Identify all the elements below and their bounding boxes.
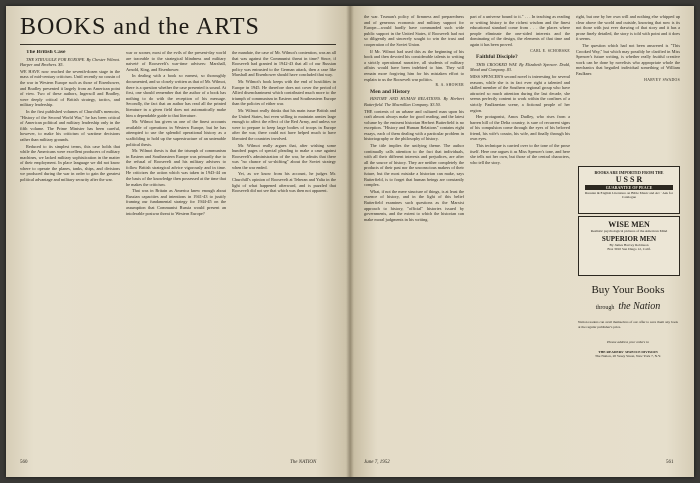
ad-line: the Nation — [618, 301, 661, 312]
left-page — [6, 6, 350, 477]
paragraph: Reduced to its simplest terms, this case holds that while the Americans were excellent producers of military machines, we lacked military sophistication in the matter of their employment. In place language we did not know where to operate the planes, tanks, ships, and divisions we produced during the war in order to gain the greatest political advantage and military security after the war. — [20, 143, 120, 183]
paragraph: Yet, as we know from his account, he judges Mr. Churchill's opinion of Roosevelt at Teheran and Yalta in the light of what happened afterward, and is puzzled that Roosevelt did not see that which was then not apparent. — [232, 171, 336, 194]
paragraph: Her protagonist, Amos Dudley, who rises from a barren hill of the Delta country, is sure of recurrent signs of his compulsion come through the eyes of his beloved friend, his wife's cousin, his wife, and finally through his own eyes. — [470, 114, 570, 142]
right-column-2 — [470, 14, 570, 458]
paragraph: In the first published volumes of Churchill's memoirs, "History of the Second World War," he has been critical of American political and military leadership only in the fifth volume. The Prime Minister has been careful, however, to make his criticism of wartime decisions rather than military grounds. — [20, 108, 120, 142]
paragraph: the war. Truman's policy of firmness and preparedness and of generous economic and military support for Europe—would hardly have commanded such wide public support in the United States, if Roosevelt had not so diligently and sincerely sought to win the trust and cooperation of the Soviet Union. — [364, 14, 464, 47]
reviewer-signature: CARL E. SCHORSKE — [530, 48, 570, 53]
ad-line: Russian & English Literature on Bible Music and Art · Ask for Catalogue — [585, 191, 673, 199]
paragraph: part of a universe bound to it." . . . In teaching as reading or writing history to the richest wisdom and the finest educational standard come from . . . the places where people eliminate the one-sided interests and the dominating of the design, the elements of that time and again it has been proved. — [470, 14, 570, 47]
paragraph: The title implies the unifying theme. The author continually calls attention to the fact that individuals, with all their different interests and prejudices, are after all the source of history. They are neither completely the products of their past nor the unconscious makers of their future, but the most mistake a historian can make, says Butterfield, is to forget that human beings are constantly complex. — [364, 143, 464, 188]
paragraph: This technique is carried over to the tone of the prose itself. Here one argues it as Miss Spencer's tone, and here she tells not her own, but those of the central characters, who tell the story. — [470, 143, 570, 165]
ad-line: Realistic psychological pictures of the American Mind — [590, 229, 668, 233]
ad-line: THE READERS' SERVICE DIVISION — [598, 350, 658, 354]
ad-line: Please address your orders to — [607, 340, 649, 344]
paragraph: That was in Britain as America knew enough about Russian capacities and intentions in 1941-43 to justify framing our fundamental strategy for 1944-45 on the assumption that Communist Russia would present an intolerable postwar threat to Western Europe? — [126, 188, 226, 216]
paragraph: THE contents of an urbane and cultured man upon his craft almost always make for good reading, and the latest volume by the eminent historian Herbert Butterfield is no exception. "History and Human Relations" contains eight essays, each of them dealing with a particular problem in historiography or the philosophy of history. — [364, 108, 464, 142]
right-page — [350, 6, 694, 477]
paragraph: Mr. Wilmot thesis is that the triumph of communism in Eastern and Southeastern Europe was primarily due to the refusal of Roosevelt and his military advisers to follow British strategical advice vigorously and in time. He criticizes the action which was taken in 1943-44 on the basis of the knowledge then possessed at the time that he makes the criticism. — [126, 148, 226, 187]
ad-line: GUARANTEE OF PEACE — [585, 185, 673, 190]
page-number: 560 — [20, 460, 28, 465]
right-column-1 — [364, 14, 464, 458]
ad-wise-men — [578, 216, 680, 276]
ad-line: The Nation, 20 Vesey Street, New York 7, N.Y. — [595, 354, 661, 358]
paragraph: right, but one by her own will and nothing else whipped up clear above the world and outside, knowing that now is its not those with just ever drawing of that story and it has a prose finely detailed, the story is told with point and it does it seems. — [576, 14, 680, 42]
ad-line: through — [595, 305, 615, 311]
reviewer-signature: R. A. SHOWER — [435, 83, 464, 88]
paragraph: MISS SPENCER'S second novel is interesting for several reasons, while she is in fact ever right a talented and skilled member of the Southern regional group who have attracted so much attention during the last decade, she seems perfectly content to work within the confines of a strictly Faulknerian scene, a fictional people of her region. — [470, 73, 570, 113]
review-byline: THIS CROOKED WAY. By Elizabeth Spencer. Dodd, Mead and Company. $3. — [470, 61, 570, 73]
ad-line: Box 3010 San Diego 12, Calif. — [607, 247, 651, 251]
review-heading: Faithful Disciple? — [476, 54, 518, 61]
paragraph: Mr. Wilmot really thinks that his main issue British and the United States, but even willing to maintain armies large enough to affect the effect of the Red Army, and unless we were to prepare to keep large bodies of troops in Europe after the war, there could not have helped much to have liberated the countries involved. — [232, 107, 336, 141]
ad-ussr-books — [578, 166, 680, 214]
paragraph: Mr. Wilmot's book keeps with the end of hostilities in Europe in 1945. He therefore does not cover the period of Allied disenchantment which contributed much more to the triumph of communism in Eastern and Southeastern Europe than the policies of either war. — [232, 78, 336, 107]
section-title: BOOKS and the ARTS — [20, 14, 260, 40]
ad-line: Nation readers can avail themselves of our offer to save them any book at the regular publisher's price. — [578, 320, 678, 329]
left-column-3 — [232, 50, 336, 458]
title-rule — [20, 44, 336, 45]
left-column-1 — [20, 50, 120, 458]
ad-line: SUPERIOR MEN — [601, 235, 657, 243]
spine-gutter — [346, 6, 354, 477]
ad-line: Buy Your Books — [591, 284, 665, 296]
paragraph: In dealing with a book so earnest, so thoroughly documented, and so closely written as that of Mr. Wilmot, there is a question whether the case presented is sound. At first, one should remember that the author of a book has nothing to do with the reception of his message. Secondly, the fact that an author has read all the printed literature in a given field does not automatically make him a dependable guide to that literature. — [126, 73, 226, 118]
paragraph: Mr. Wilmot really argues that, after wishing some hundred pages of special pleading to make a case against Roosevelt's administration of the war, he admits that there was "no chance of so-shifting" about the Soviet strategy when the war ended. — [232, 142, 336, 170]
review-byline: HISTORY AND HUMAN RELATIONS. By Herbert Butterfield. The Macmillan Company. $3.50. — [364, 96, 464, 107]
running-footer: The NATION — [290, 460, 317, 465]
paragraph: The question which had not been answered is "This Crooked Way," but which may possibly be clarified in Miss Spencer's future writing, is whether really fruitful creative work can be done by novelists who appropriate whole the mechanics that beguiled individual something of William Faulkner. — [576, 42, 680, 76]
paragraph: If Mr. Wilmot had used this as the beginning of his book and then devoted his considerable talents to writing a strictly operational narrative, all students of military affairs would have been indebted to him. They will remain more forgiving him for his mistaken effort to explain to us the Roosevelt war politics. — [364, 48, 464, 82]
ad-line: WISE MEN — [608, 220, 650, 229]
paragraph: WE HAVE now reached the seventh-dozen stage in the mass of mid-century criticism. Until recently no cousin of the war in Western Europe such as those of Eisenhower, and Bradley presented it largely from an American point of view. Two of these authors, Ingersoll and Bradley, were deeply critical of British strategy, tactics, and military leadership. — [20, 68, 120, 108]
review-heading: The British Case — [26, 50, 66, 55]
right-column-3 — [576, 14, 680, 162]
ad-line: U S S R — [615, 175, 643, 184]
paragraph: war or sooner, most of the evils of the present-day world are traceable to the strategical blindness and military naiveté of Roosevelt's war-time advisers: Marshall, Arnold, King, and Eisenhower. — [126, 50, 226, 72]
ad-line: By James Harvey Robinson — [609, 243, 649, 247]
paragraph: What, if not the mere structure of things, is at least the essence of history, and in the light of this belief Butterfield examines such questions as the Marxist approach to history, "official" histories issued by governments, and the extent to which the historian can make moral judgments in his writing. — [364, 188, 464, 222]
reviewer-signature: HARVEY SWADOS — [644, 77, 680, 82]
ad-nation-books — [578, 278, 678, 454]
issue-date: June 7, 1952 — [364, 460, 390, 465]
left-column-2 — [126, 50, 226, 458]
review-byline: THE STRUGGLE FOR EUROPE. By Chester Wilmot. Harper and Brothers. $5. — [20, 56, 120, 68]
review-heading: Men and History — [370, 88, 411, 95]
paragraph: the mandate, the case of Mr. Wilmot's contention, was an all that was against the Communist threat in time? Since, if Roosevelt had granted in 1942-43 that all of our Russian policy was entrusted to the German attack, then a case like Marshall and Eisenhower should have concluded that way. — [232, 50, 336, 78]
page-number: 561 — [666, 460, 674, 465]
magazine-spread — [6, 6, 694, 477]
ad-line: BOOKS ARE IMPORTED FROM THE — [594, 170, 664, 175]
paragraph: Mr. Wilmot has given us one of the finest accounts available of operations in Western Europe, but he has attempted to use the splendid operational history as a scaffolding to hold up the superstructure of an untenable political thesis. — [126, 119, 226, 147]
